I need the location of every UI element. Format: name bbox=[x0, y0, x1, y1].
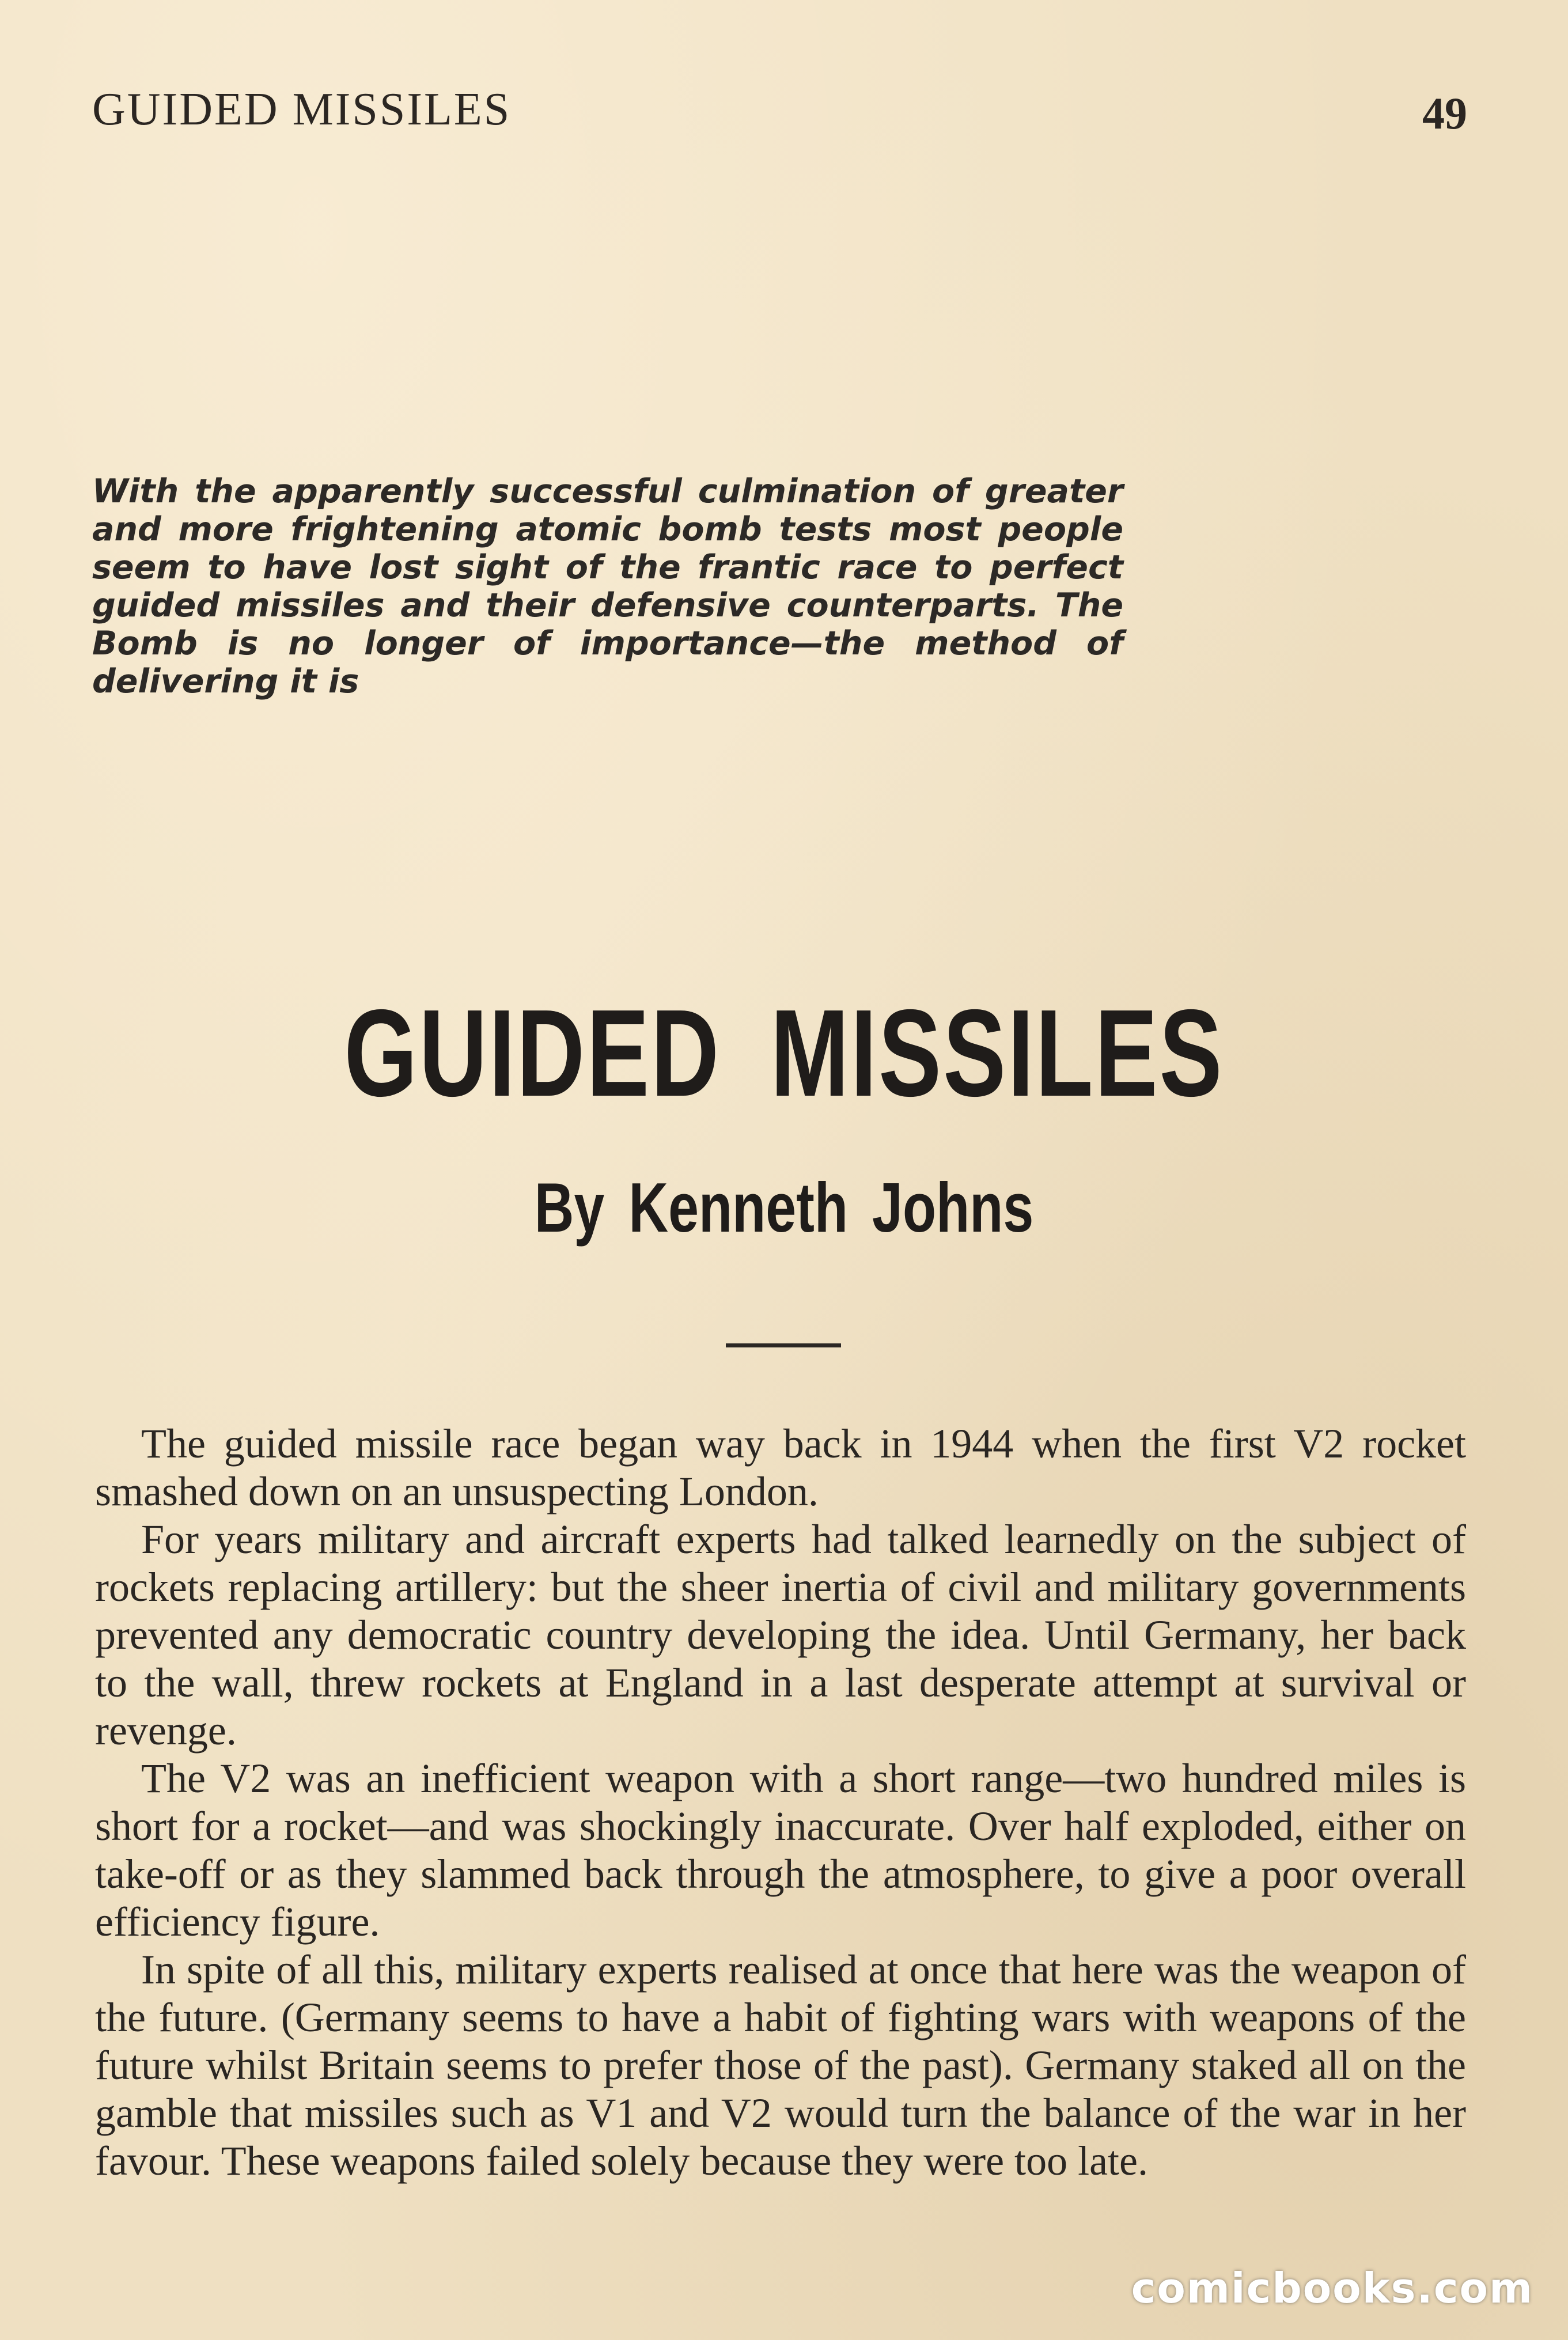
running-head: GUIDED MISSILES bbox=[92, 84, 512, 135]
watermark: comicbooks.com bbox=[1131, 2264, 1533, 2312]
section-rule bbox=[726, 1343, 841, 1347]
page-number: 49 bbox=[1422, 88, 1467, 138]
standfirst: With the apparently successful culmination of greater and more frightening atomic bomb tests most people seem to have lost sight of the frantic race to perfect guided missiles and their defensive counterparts. The Bomb is no longer of importance—the method of delivering it is bbox=[92, 472, 1123, 701]
body-paragraph: The V2 was an inefficient weapon with a short range—two hundred miles is short for a rocket—and was shockingly inaccurate. Over half exploded, either on take-off or as they slammed back through the atmosphere, to give a poor overall efficiency figure. bbox=[95, 1755, 1466, 1945]
body-paragraph: The guided missile race began way back in 1944 when the first V2 rocket smashed down on an unsuspecting London. bbox=[95, 1421, 1466, 1514]
body-paragraph: For years military and aircraft experts had talked learnedly on the subject of rockets replacing artillery: but the sheer inertia of civil and military governments prevented any democratic country developing the idea. Until Germany, her back to the wall, threw rockets at England in a last desperate attempt at survival or revenge. bbox=[95, 1516, 1466, 1754]
article-title: GUIDED MISSILES bbox=[344, 983, 1224, 1122]
body-paragraph: In spite of all this, military experts realised at once that here was the weapon of the future. (Germany seems to have a habit of fighting wars with weapons of the future whilst Britain seems to prefer those of the past). Germany staked all on the gamble that missiles such as V1 and V2 would turn the balance of the war in her favour. These weapons failed solely because they were too late. bbox=[95, 1947, 1466, 2184]
byline: By Kenneth Johns bbox=[534, 1168, 1034, 1247]
article-body bbox=[95, 1420, 1466, 2185]
